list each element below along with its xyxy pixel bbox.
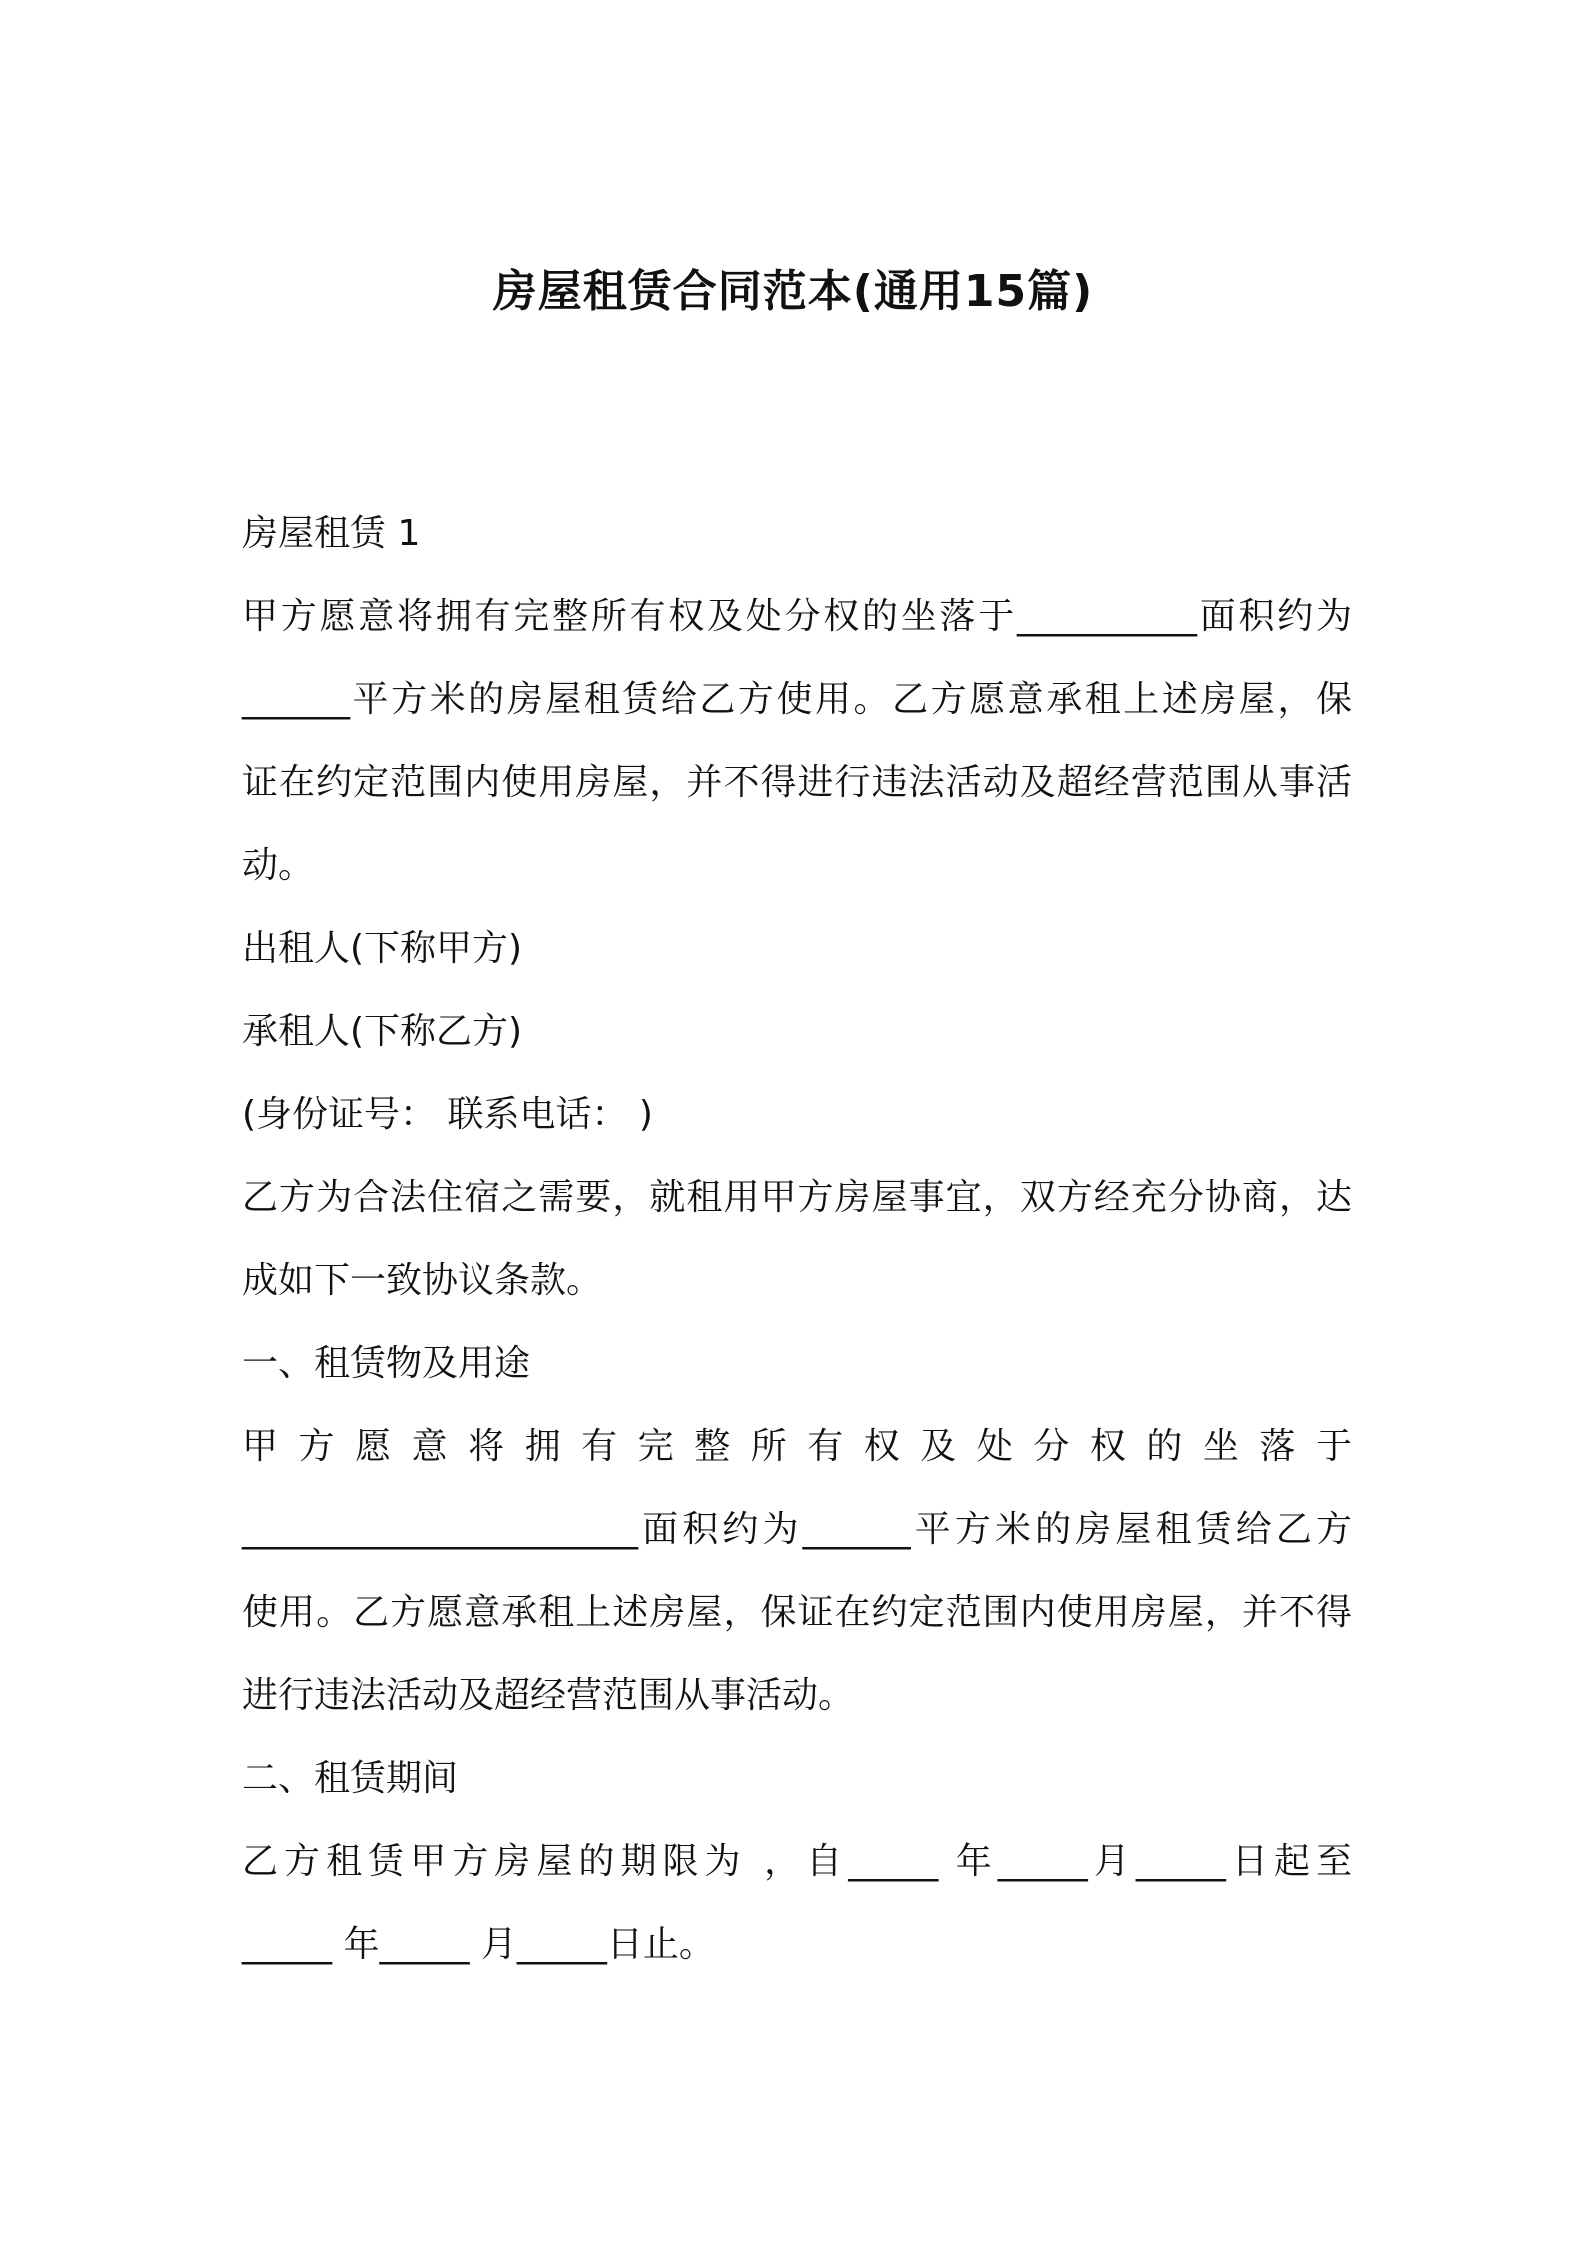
lessor-label: 出租人(下称甲方) (242, 928, 523, 969)
paragraph-line: 成如下一致协议条款。 (242, 1260, 603, 1301)
id-phone-line: (身份证号： 联系电话： ) (242, 1094, 653, 1135)
paragraph-line: 乙方租赁甲方房屋的期限为 ，自_____ 年_____月_____日起至 (242, 1841, 1352, 1882)
paragraph-line: 证在约定范围内使用房屋，并不得进行违法活动及超经营范围从事活 (242, 762, 1352, 803)
paragraph-line: 动。 (242, 845, 315, 886)
paragraph-line: 使用。乙方愿意承租上述房屋，保证在约定范围内使用房屋，并不得 (242, 1592, 1352, 1633)
lessee-label: 承租人(下称乙方) (242, 1011, 523, 1052)
paragraph-line: 进行违法活动及超经营范围从事活动。 (242, 1675, 855, 1716)
paragraph-line: _____ 年_____ 月_____日止。 (242, 1924, 715, 1965)
document-title: 房屋租赁合同范本(通用15篇) (492, 266, 1094, 317)
paragraph-line-spread: 甲方愿意将拥有完整所有权及处分权的坐落于 (242, 1426, 1352, 1467)
paragraph-line: 乙方为合法住宿之需要，就租用甲方房屋事宜，双方经充分协商，达 (242, 1177, 1352, 1218)
paragraph-line: 甲方愿意将拥有完整所有权及处分权的坐落于__________面积约为 (242, 596, 1352, 637)
section-heading: 房屋租赁 1 (242, 513, 421, 554)
paragraph-line: ______________________面积约为______平方米的房屋租赁给乙方 (242, 1509, 1352, 1550)
section-heading: 一、租赁物及用途 (242, 1343, 531, 1384)
paragraph-line: ______平方米的房屋租赁给乙方使用。乙方愿意承租上述房屋，保 (242, 679, 1352, 720)
section-heading: 二、租赁期间 (242, 1758, 459, 1799)
document-body (242, 492, 1352, 1986)
